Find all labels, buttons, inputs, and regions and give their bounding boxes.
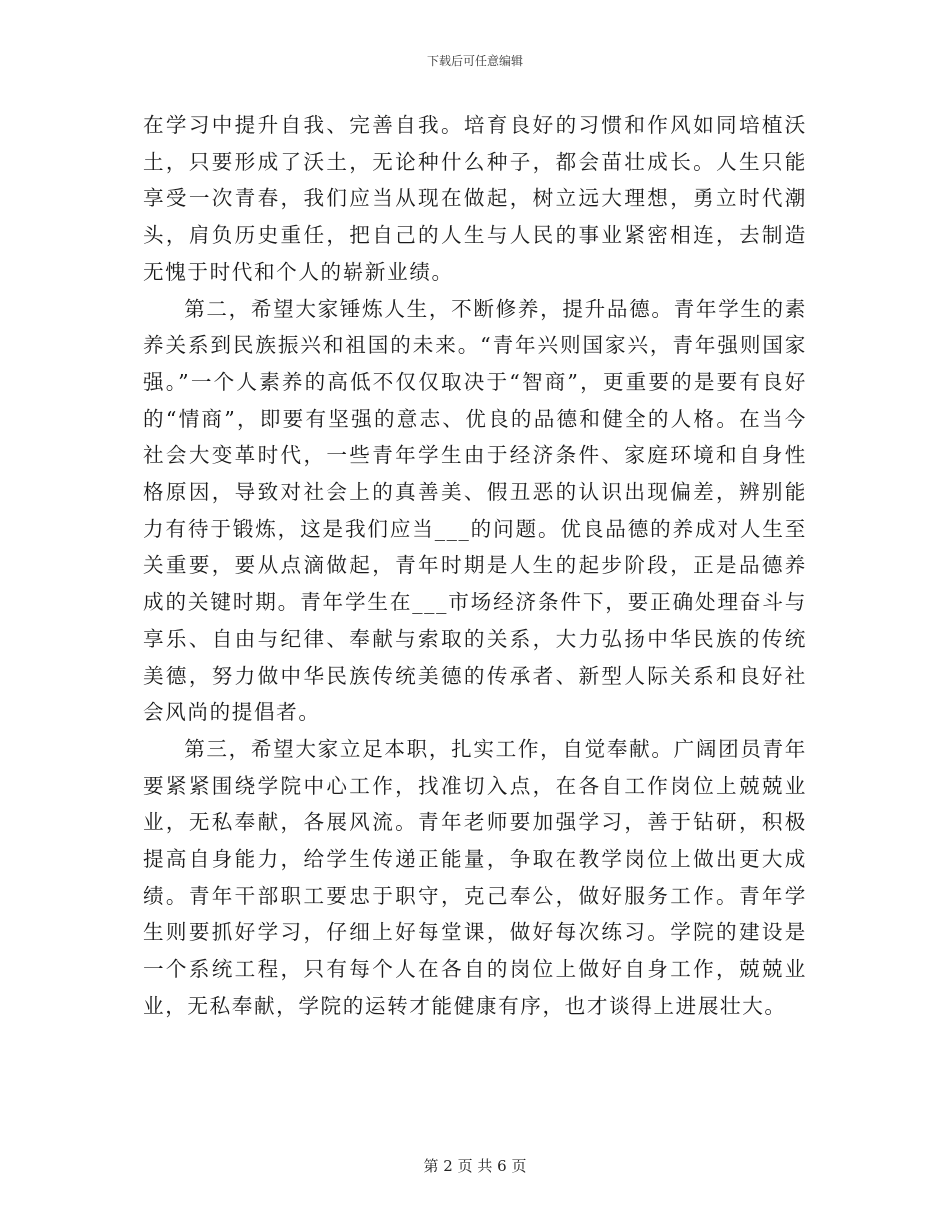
paragraph-second: 第二，希望大家锤炼人生，不断修养，提升品德。青年学生的素养关系到民族振兴和祖国的未来。“青年兴则国家兴，青年强则国家强。”一个人素养的高低不仅仅取决于“智商”，更重要的是要有良好的“情商”，即要有坚强的意志、优良的品德和健全的人格。在当今社会大变革时代，一些青年学生由于经济条件、家庭环境和自身性格原因，导致对社会上的真善美、假丑恶的认识出现偏差，辨别能力有待于锻炼，这是我们应当___的问题。优良品德的养成对人生至关重要，要从点滴做起，青年时期是人生的起步阶段，正是品德养成的关键时期。青年学生在___市场经济条件下，要正确处理奋斗与享乐、自由与纪律、奉献与索取的关系，大力弘扬中华民族的传统美德，努力做中华民族传统美德的传承者、新型人际关系和良好社会风尚的提倡者。 <box>143 296 807 725</box>
paragraph-continuation: 在学习中提升自我、完善自我。培育良好的习惯和作风如同培植沃土，只要形成了沃土，无论种什么种子，都会苗壮成长。人生只能享受一次青春，我们应当从现在做起，树立远大理想，勇立时代潮头，肩负历史重任，把自己的人生与人民的事业紧密相连，去制造无愧于时代和个人的崭新业绩。 <box>143 113 807 284</box>
page-header: 下载后可任意编辑 <box>426 54 523 68</box>
paragraph-third: 第三，希望大家立足本职，扎实工作，自觉奉献。广阔团员青年要紧紧围绕学院中心工作，找准切入点，在各自工作岗位上兢兢业业，无私奉献，各展风流。青年老师要加强学习，善于钻研，积极提高自身能力，给学生传递正能量，争取在教学岗位上做出更大成绩。青年干部职工要忠于职守，克己奉公，做好服务工作。青年学生则要抓好学习，仔细上好每堂课，做好每次练习。学院的建设是一个系统工程，只有每个人在各自的岗位上做好自身工作，兢兢业业，无私奉献，学院的运转才能健康有序，也才谈得上进展壮大。 <box>143 736 807 1018</box>
document-body <box>143 107 807 1025</box>
page-number-footer: 第 2 页 共 6 页 <box>423 1157 527 1175</box>
